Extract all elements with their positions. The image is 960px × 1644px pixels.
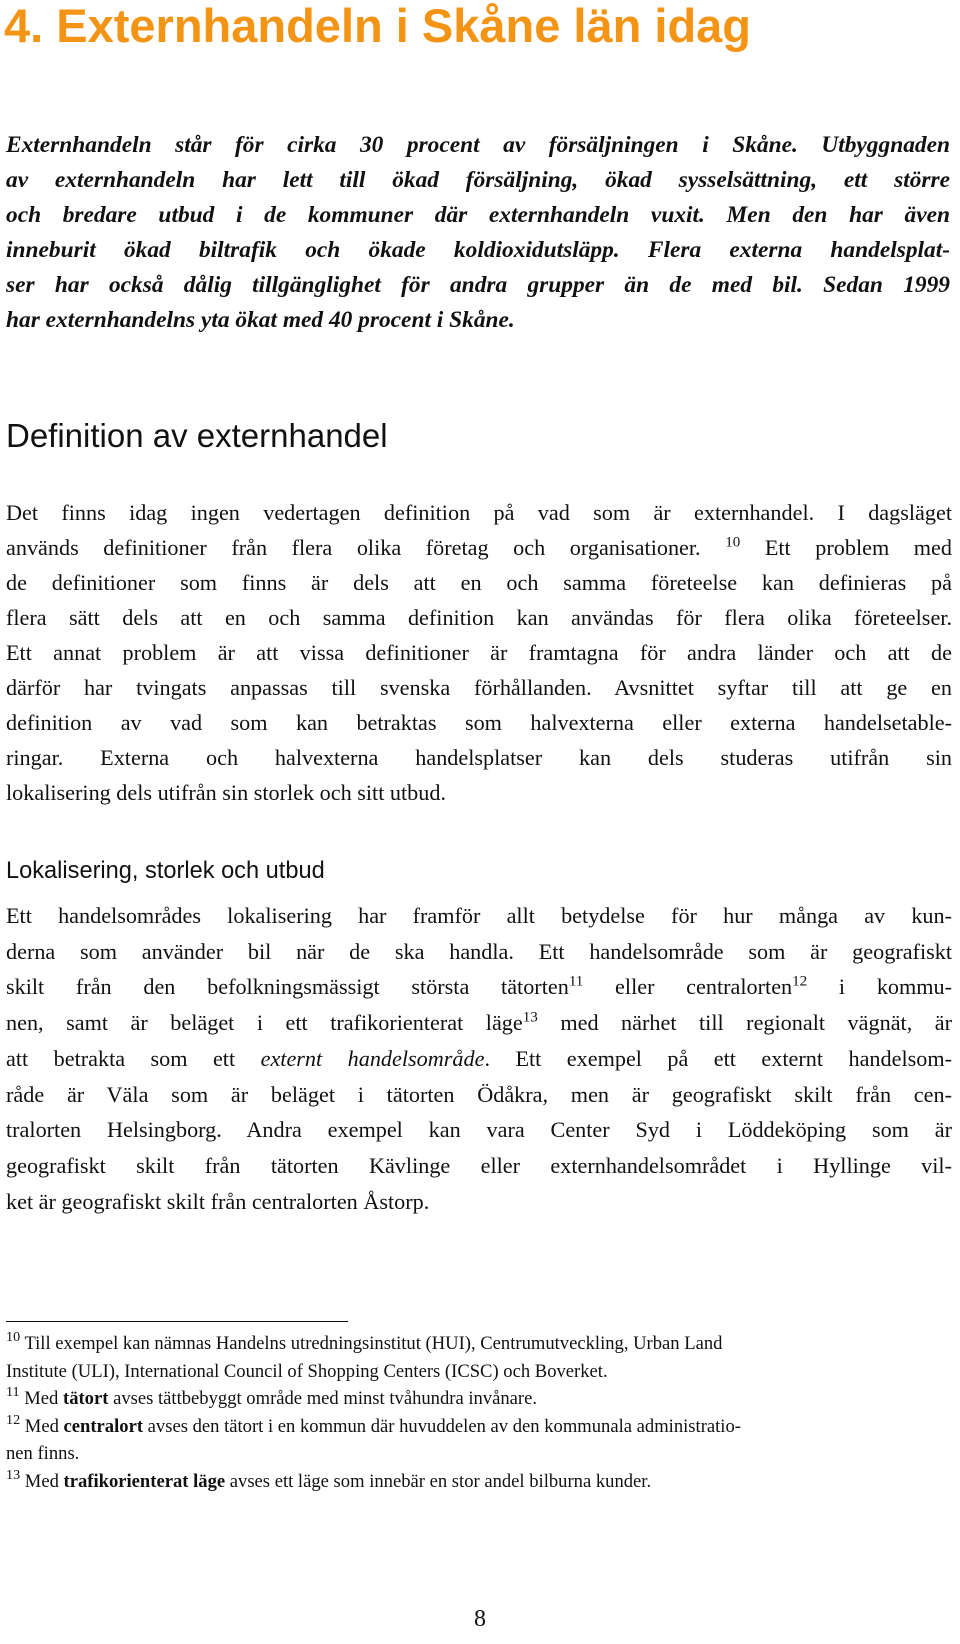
ingress-line: Externhandeln står för cirka 30 procent av försäljningen i Skåne. Utbyggnaden [6, 132, 950, 158]
footnote-text: Med [24, 1415, 64, 1437]
footnote-line [6, 1413, 952, 1441]
ingress-line: av externhandeln har lett till ökad försäljning, ökad sysselsättning, ett större [6, 167, 950, 193]
emphasized-term: externt handelsområde [260, 1045, 485, 1071]
paragraph-line: geografiskt skilt från tätorten Kävlinge eller externhandelsområdet i Hyllinge vil- [6, 1152, 952, 1178]
footnote-line [6, 1468, 952, 1496]
ingress-paragraph [6, 128, 950, 338]
footnote-line [6, 1385, 952, 1413]
location-paragraph [6, 898, 952, 1219]
line-text: nen, samt är beläget i ett trafikorienterat läge [6, 1010, 523, 1036]
chapter-heading: 4. Externhandeln i Skåne län idag [4, 0, 751, 52]
line-text: att betrakta som ett [6, 1045, 261, 1071]
line-text: med närhet till regionalt vägnät, är [537, 1010, 952, 1036]
footnote-ref-11[interactable]: 11 [568, 974, 584, 991]
footnote-text: Med [24, 1388, 63, 1409]
paragraph-line: definition av vad som kan betraktas som halvexterna eller externa handelsetable- [6, 710, 952, 735]
footnote-text: Med [24, 1470, 64, 1492]
paragraph-line: ringar. Externa och halvexterna handelsplatser kan dels studeras utifrån sin [6, 745, 952, 770]
footnote-divider [6, 1321, 348, 1322]
line-text: eller centralorten [583, 974, 793, 1000]
paragraph-line: Ett annat problem är att vissa definitioner är framtagna för andra länder och att de [6, 640, 952, 665]
footnote-ref-10[interactable]: 10 [725, 534, 741, 551]
footnote-line: Institute (ULI), International Council of Shopping Centers (ICSC) och Boverket. [6, 1360, 608, 1382]
line-text: i kommu- [807, 974, 952, 1000]
footnote-10 [6, 1330, 952, 1385]
paragraph-line: derna som använder bil när de ska handla. Ett handelsområde som är geografiskt [6, 938, 952, 964]
footnote-text: avses ett läge som innebär en stor andel bilburna kunder. [225, 1470, 652, 1492]
section-heading-location: Lokalisering, storlek och utbud [6, 858, 325, 884]
paragraph-line: Ett handelsområdes lokalisering har framför allt betydelse för hur många av kun- [6, 903, 952, 928]
footnote-term: centralort [63, 1415, 144, 1437]
footnote-ref-13[interactable]: 13 [522, 1009, 538, 1026]
page-number: 8 [474, 1606, 486, 1632]
footnote-number: 10 [6, 1329, 21, 1346]
paragraph-line: lokalisering dels utifrån sin storlek och sitt utbud. [6, 780, 446, 805]
ingress-line: inneburit ökad biltrafik och ökade koldioxidutsläpp. Flera externa handelsplat- [6, 237, 950, 263]
section-heading-definition: Definition av externhandel [6, 417, 388, 454]
paragraph-line [6, 969, 952, 1005]
paragraph-line [6, 1041, 952, 1077]
ingress-line: ser har också dålig tillgänglighet för andra grupper än de med bil. Sedan 1999 [6, 272, 950, 298]
footnote-term: tätort [63, 1388, 109, 1409]
paragraph-line: råde är Väla som är beläget i tätorten Ödåkra, men är geografiskt skilt från cen- [6, 1081, 952, 1107]
paragraph-line: ket är geografiskt skilt från centralorten Åstorp. [6, 1188, 430, 1214]
paragraph-line: de definitioner som finns är dels att en och samma företeelse kan definieras på [6, 570, 952, 595]
footnote-number: 13 [6, 1466, 21, 1483]
footnote-ref-12[interactable]: 12 [792, 974, 808, 991]
footnote-line [6, 1330, 952, 1358]
footnote-number: 11 [6, 1384, 20, 1401]
line-text: används definitioner från flera olika företag och organisationer. [6, 535, 701, 560]
paragraph-line: därför har tvingats anpassas till svenska förhållanden. Avsnittet syftar till att ge en [6, 675, 952, 700]
footnote-13 [6, 1468, 952, 1496]
footnotes [6, 1330, 952, 1495]
paragraph-line: flera sätt dels att en och samma definition kan användas för flera olika företeelser. [6, 605, 952, 630]
footnote-text: avses den tätort i en kommun där huvuddelen av den kommunala administratio- [143, 1415, 741, 1437]
paragraph-line: Det finns idag ingen vedertagen definition på vad som är externhandel. I dagsläget [6, 500, 952, 525]
paragraph-line [6, 530, 952, 565]
line-text: skilt från den befolkningsmässigt största tätorten [6, 974, 569, 1000]
footnote-term: trafikorienterat läge [63, 1470, 226, 1492]
footnote-line: nen finns. [6, 1443, 80, 1464]
footnote-text: avses tättbebyggt område med minst tvåhundra invånare. [108, 1388, 538, 1409]
paragraph-line [6, 1005, 952, 1041]
footnote-text: Till exempel kan nämnas Handelns utredningsinstitut (HUI), Centrumutveckling, Urban Land [24, 1333, 723, 1354]
footnote-number: 12 [6, 1411, 21, 1428]
paragraph-line: tralorten Helsingborg. Andra exempel kan vara Center Syd i Löddeköping som är [6, 1117, 952, 1143]
footnote-11 [6, 1385, 952, 1413]
line-text: Ett problem med [740, 535, 952, 560]
line-text: . Ett exempel på ett externt handelsom- [484, 1045, 952, 1071]
definition-paragraph [6, 495, 952, 810]
ingress-line: och bredare utbud i de kommuner där externhandeln vuxit. Men den har även [6, 202, 950, 228]
ingress-line: har externhandelns yta ökat med 40 procent i Skåne. [6, 307, 515, 333]
footnote-12 [6, 1413, 952, 1468]
